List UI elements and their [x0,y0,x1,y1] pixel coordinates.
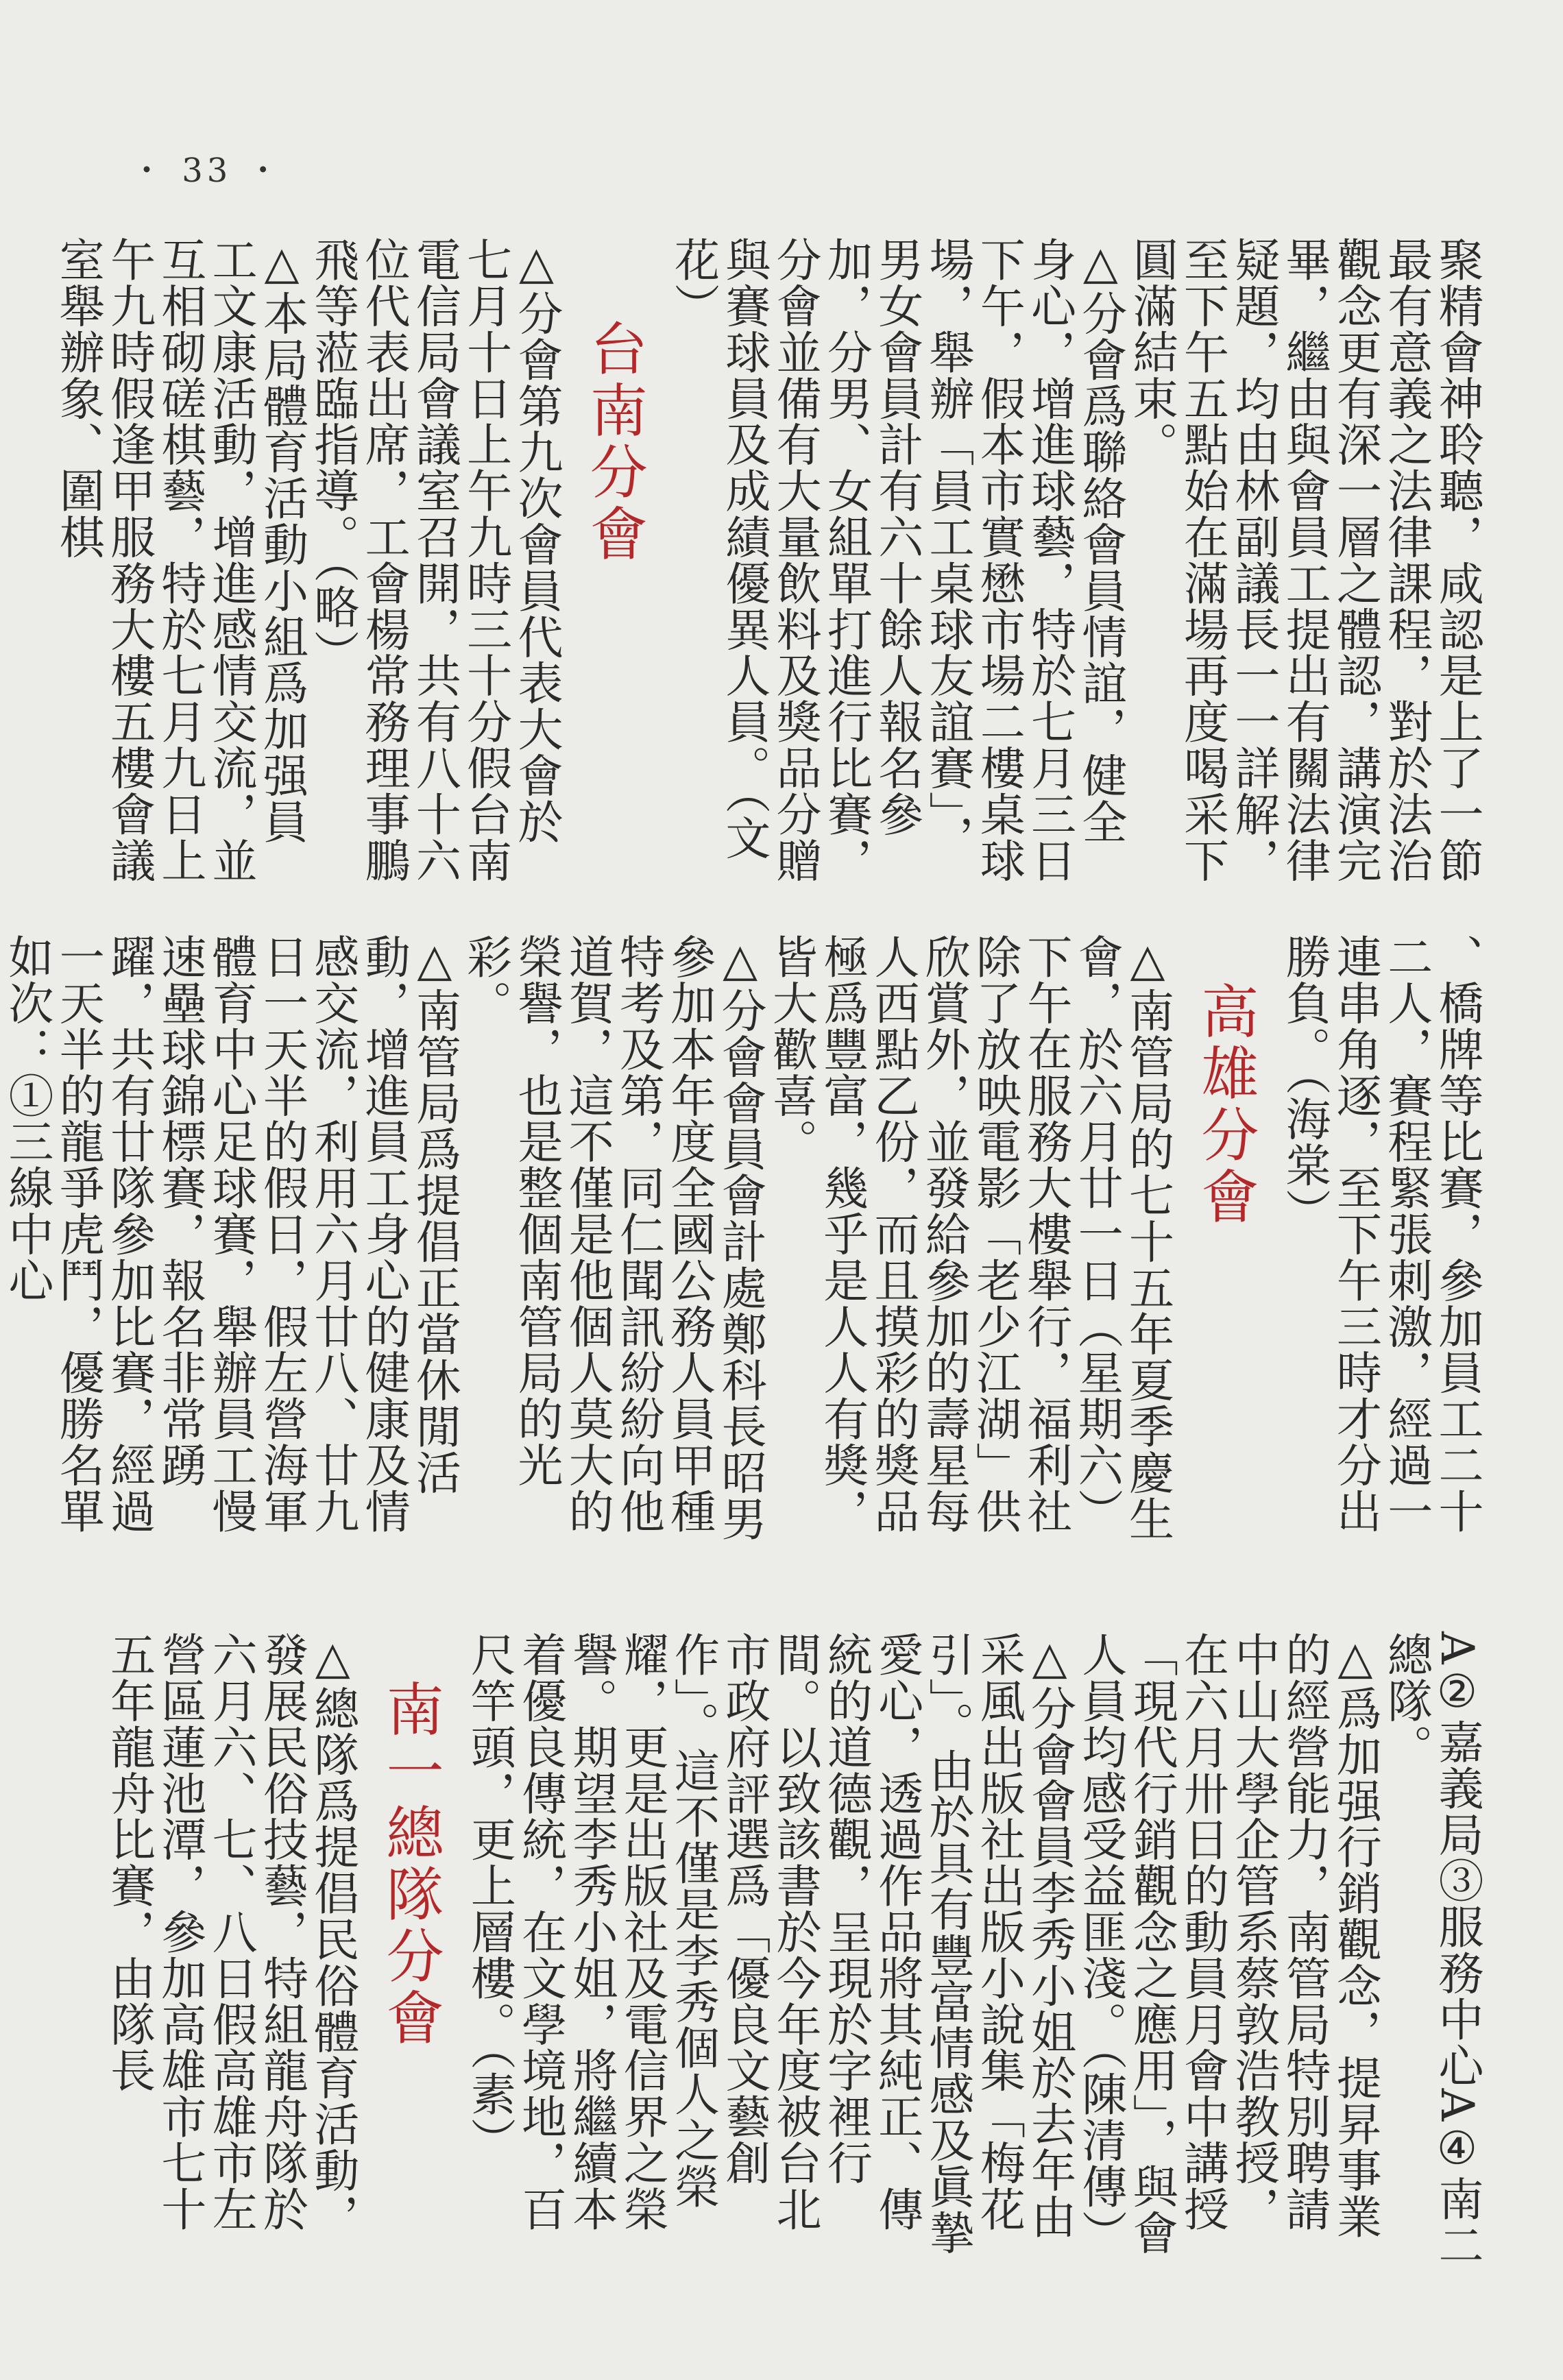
text-tier-middle [0,934,1483,1578]
paragraph: 聚精會神聆聽，咸認是上了一節最有意義之法律課程，對於法治觀念更有深一層之體認，講演完畢，繼由與會員工提出有關法律疑題，均由林副議長一一詳解，至下午五點始在滿場再度喝采下圓滿結束。 [1125,236,1483,884]
text-tier-bottom [81,1631,1482,2276]
paragraph: 、橋牌等比賽，參加員工二十二人，賽程緊張刺激，經過一連串角逐，至下午三時才分出勝負。（海棠） [1278,934,1483,1535]
paragraph: △分會第九次會員代表大會於七月十日上午九時三十分假台南電信局會議室召開，共有八十六位代表出席，工會楊常務理事鵬飛等蒞臨指導。（略） [306,236,563,884]
paragraph: △分會會員會計處鄭科長昭男參加本年度全國公務人員甲種特考及第，同仁聞訊紛紛向他道賀，這不僅是他個人莫大的榮譽，也是整個南管局的光彩。 [459,934,767,1542]
section-heading-kaohsiung: 高雄分會 [1191,982,1259,1228]
section-heading-nanyi: 南一總隊分會 [377,1679,445,2050]
paragraph: △分會會員李秀小姐於去年由采風出版社出版小說集「梅花引」。由於具有豐富情感及眞摯愛心，透過作品將其純正、傳統的道德觀，呈現於字裡行間。以致該書於今年度被台北市政府評選爲「優良文藝創作」。這不僅是李秀個人之榮耀，更是出版社及電信界之榮譽。期望李秀小姐，將繼續本着優良傳統，在文學境地，百尺竿頭，更上層樓。（素） [463,1631,1076,2256]
paragraph: △總隊爲提倡民俗體育活動，發展民俗技藝，特組龍舟隊於六月六、七、八日假高雄市左營區蓮池潭，參加高雄市七十五年龍舟比賽，由隊長 [102,1631,359,2240]
paragraph: △本局體育活動小組爲加强員工文康活動，增進感情交流，並互相砌磋棋藝，特於七月九日上午九時假逢甲服務大樓五樓會議室舉辦象、圍棋 [51,236,308,884]
section-heading-tainan: 台南分會 [581,319,649,566]
text-tier-top [51,236,1483,888]
paragraph: △分會爲聯絡會員情誼，健全身心，增進球藝，特於七月三日下午，假本市實懋市場二樓桌球場，舉辦「員工桌球友誼賽」，男女會員計有六十餘人報名參加，分男、女組單打進行比賽，分會並備有大量飲料及獎品分贈與賽球員及成績優異人員。（文花） [666,236,1127,884]
paragraph: △南管局爲提倡正當休閒活動，增進員工身心的健康及情感交流，利用六月廿八、廿九日一天半的假日，假左營海軍體育中心足球賽，舉辦員工慢速壘球錦標賽，報名非常踴躍，共有廿隊參加比賽，經過一天半的龍爭虎鬥，優勝名單如次：①三線中心 [0,934,461,1535]
paragraph: △爲加强行銷觀念，提昇事業的經營能力，南管局特別聘請中山大學企管系蔡敦浩教授，在六月卅日的動員月會中講授「現代行銷觀念之應用」，與會人員均感受益匪淺。（陳清傳） [1074,1631,1382,2256]
paragraph: A②嘉義局③服務中心A④南二總隊。 [1379,1631,1483,2268]
paragraph: △南管局的七十五年夏季慶生會，於六月廿一日（星期六）下午在服務大樓舉行，福利社除了放映電影「老少江湖」供欣賞外，並發給參加的壽星每人西點乙份，而且摸彩的獎品極爲豐富，幾乎是人人有獎，皆大歡喜。 [764,934,1174,1542]
page-number: ・ 33 ・ [130,151,284,190]
